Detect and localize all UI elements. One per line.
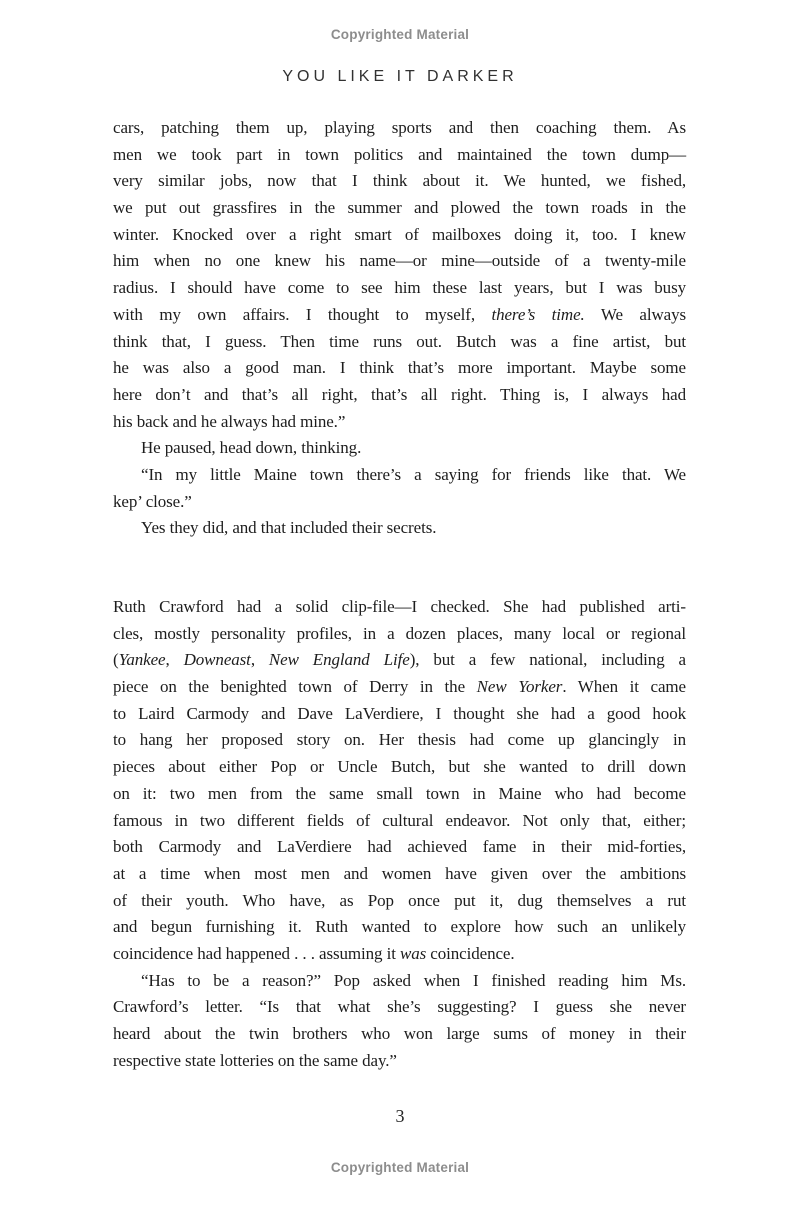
text-segment: . When it came xyxy=(562,677,686,697)
text-segment: radius. I should have come to see him these last years, but I was busy xyxy=(113,278,686,298)
text-line xyxy=(113,462,686,489)
text-segment: Crawford’s letter. “Is that what she’s suggesting? I guess she never xyxy=(113,997,686,1017)
text-line xyxy=(113,168,686,195)
header-copyright-notice: Copyrighted Material xyxy=(330,27,470,42)
text-line xyxy=(113,248,686,275)
text-line xyxy=(113,888,686,915)
text-segment: famous in two different fields of cultural endeavor. Not only that, either; xyxy=(113,810,686,830)
text-segment: Yes they did, and that included their secrets. xyxy=(141,518,437,538)
text-segment: ), but a few national, including a xyxy=(409,650,686,670)
italic-text-segment: was xyxy=(399,943,427,963)
text-line xyxy=(113,195,686,222)
text-line xyxy=(113,594,686,621)
paragraph xyxy=(113,435,686,462)
text-line xyxy=(113,834,686,861)
text-line xyxy=(113,781,686,808)
text-segment: Ruth Crawford had a solid clip-file—I checked. She had published arti- xyxy=(113,597,686,616)
text-line xyxy=(113,808,686,835)
text-segment: very similar jobs, now that I think about it. We hunted, we fished, xyxy=(113,171,686,191)
text-segment: winter. Knocked over a right smart of mailboxes doing it, too. I knew xyxy=(113,224,686,244)
text-segment: cars, patching them up, playing sports and then coaching them. As xyxy=(113,118,686,137)
text-segment: , xyxy=(250,650,269,670)
text-line xyxy=(113,1048,686,1075)
italic-text-segment: there’s time. xyxy=(491,304,585,324)
text-line xyxy=(113,941,686,968)
text-segment: think that, I guess. Then time runs out. Butch was a fine artist, but xyxy=(113,331,686,351)
text-line xyxy=(113,515,686,542)
italic-text-segment: New Yorker xyxy=(476,677,563,697)
text-segment: he was also a good man. I think that’s more important. Maybe some xyxy=(113,358,686,378)
text-segment: his back and he always had mine.” xyxy=(113,411,346,431)
text-segment: “In my little Maine town there’s a saying for friends like that. We xyxy=(141,464,686,484)
italic-text-segment: New England Life xyxy=(268,650,410,670)
text-segment: to Laird Carmody and Dave LaVerdiere, I thought she had a good hook xyxy=(113,703,686,723)
text-segment: and begun furnishing it. Ruth wanted to explore how such an unlikely xyxy=(113,917,686,937)
text-line xyxy=(113,382,686,409)
text-line xyxy=(113,409,686,436)
text-line xyxy=(113,222,686,249)
text-line xyxy=(113,647,686,674)
page-number: 3 xyxy=(395,1106,405,1126)
text-segment: of their youth. Who have, as Pop once put it, dug themselves a rut xyxy=(113,890,686,910)
running-title: YOU LIKE IT DARKER xyxy=(282,68,518,85)
text-segment: both Carmody and LaVerdiere had achieved fame in their mid-forties, xyxy=(113,837,686,857)
text-line xyxy=(113,727,686,754)
text-segment: him when no one knew his name—or mine—outside of a twenty-mile xyxy=(113,251,686,271)
text-line xyxy=(113,302,686,329)
text-line xyxy=(113,754,686,781)
text-segment: pieces about either Pop or Uncle Butch, but she wanted to drill down xyxy=(113,757,686,777)
italic-text-segment: Yankee xyxy=(118,650,166,670)
text-segment: to hang her proposed story on. Her thesis had come up glancingly in xyxy=(113,730,686,750)
text-segment: at a time when most men and women have given over the ambitions xyxy=(113,863,686,883)
text-line xyxy=(113,674,686,701)
text-line xyxy=(113,968,686,995)
text-segment: coincidence. xyxy=(426,943,515,963)
paragraph xyxy=(113,462,686,515)
text-line xyxy=(113,435,686,462)
text-block xyxy=(113,115,686,1074)
text-line xyxy=(113,1021,686,1048)
text-line xyxy=(113,914,686,941)
text-line xyxy=(113,489,686,516)
text-line xyxy=(113,355,686,382)
text-line xyxy=(113,861,686,888)
paragraph xyxy=(113,515,686,542)
paragraph xyxy=(113,968,686,1075)
paragraph xyxy=(113,594,686,968)
text-segment: piece on the benighted town of Derry in the xyxy=(113,677,477,697)
text-line xyxy=(113,329,686,356)
text-segment: we put out grassfires in the summer and plowed the town roads in the xyxy=(113,198,686,218)
text-segment: respective state lotteries on the same day.” xyxy=(113,1050,397,1070)
text-line xyxy=(113,275,686,302)
text-line xyxy=(113,994,686,1021)
text-segment: heard about the twin brothers who won large sums of money in their xyxy=(113,1024,686,1043)
text-segment: He paused, head down, thinking. xyxy=(141,438,362,458)
text-segment: men we took part in town politics and maintained the town dump— xyxy=(113,144,686,164)
text-line xyxy=(113,142,686,169)
text-segment: cles, mostly personality profiles, in a dozen places, many local or regional xyxy=(113,623,686,643)
text-segment: here don’t and that’s all right, that’s all right. Thing is, I always had xyxy=(113,384,686,404)
text-segment: , xyxy=(165,650,184,670)
text-segment: ( xyxy=(113,650,119,670)
italic-text-segment: Downeast xyxy=(183,650,251,670)
text-line xyxy=(113,115,686,142)
text-segment: with my own affairs. I thought to myself, xyxy=(113,304,492,324)
text-segment: We always xyxy=(584,304,686,324)
text-segment: coincidence had happened . . . assuming it xyxy=(113,943,400,963)
text-line xyxy=(113,701,686,728)
text-line xyxy=(113,621,686,648)
footer-copyright-notice: Copyrighted Material xyxy=(330,1160,470,1175)
paragraph xyxy=(113,115,686,435)
text-segment: kep’ close.” xyxy=(113,491,192,511)
text-segment: on it: two men from the same small town in Maine who had become xyxy=(113,783,686,803)
text-segment: “Has to be a reason?” Pop asked when I finished reading him Ms. xyxy=(141,970,686,990)
